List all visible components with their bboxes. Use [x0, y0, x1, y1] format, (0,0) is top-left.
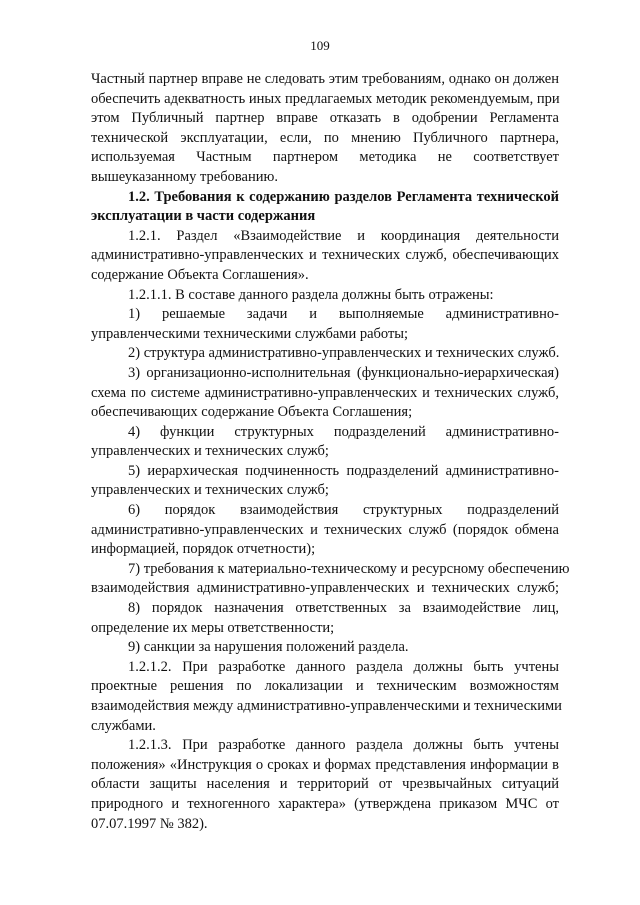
- text-line: 1.2.1. Раздел «Взаимодействие и координация деятельности: [128, 227, 559, 244]
- text-line: проектные решения по локализации и техническим возможностям: [91, 678, 559, 695]
- text-line: этом Публичный партнер вправе отказать в одобрении Регламента: [91, 110, 559, 127]
- page-number: 109: [310, 38, 330, 53]
- text-line: обеспечивающих содержание Объекта Соглашения;: [91, 404, 413, 421]
- text-line: службами.: [91, 717, 156, 734]
- text-line: обеспечить адекватность иных предлагаемых методик рекомендуемым, при: [91, 90, 560, 107]
- text-line: 5) иерархическая подчиненность подразделений административно-: [128, 462, 559, 479]
- text-line: 07.07.1997 № 382).: [91, 815, 208, 832]
- text-line: управленческих и технических служб;: [91, 482, 329, 499]
- text-line: 6) порядок взаимодействия структурных подразделений: [128, 502, 559, 519]
- text-line: 3) организационно-исполнительная (функционально-иерархическая): [128, 364, 559, 381]
- text-line: взаимодействия между административно-управленческими и техническими: [91, 698, 562, 714]
- text-line: схема по системе административно-управленческих и технических служб,: [91, 384, 559, 401]
- document-body: [91, 70, 570, 834]
- text-line: административно-управленческих и технических служб (порядок обмена: [91, 521, 559, 538]
- text-line: 1.2.1.3. При разработке данного раздела должны быть учтены: [128, 737, 559, 754]
- text-line: Частный партнер вправе не следовать этим требованиям, однако он должен: [91, 71, 559, 87]
- text-line: области защиты населения и территорий от чрезвычайных ситуаций: [91, 776, 559, 793]
- text-line: вышеуказанному требованию.: [91, 168, 278, 185]
- text-line: содержание Объекта Соглашения».: [91, 266, 309, 283]
- text-line: 8) порядок назначения ответственных за взаимодействие лиц,: [128, 600, 559, 617]
- text-line: управленческими техническими службами работы;: [91, 325, 409, 342]
- text-line: административно-управленческих и технических служб, обеспечивающих: [91, 247, 559, 264]
- text-line: 7) требования к материально-техническому и ресурсному обеспечению: [128, 560, 570, 577]
- text-line: эксплуатации в части содержания: [91, 208, 316, 225]
- text-line: 4) функции структурных подразделений административно-: [128, 423, 559, 440]
- text-line: 1.2.1.2. При разработке данного раздела должны быть учтены: [128, 658, 559, 675]
- text-line: 1.2.1.1. В составе данного раздела должны быть отражены:: [128, 286, 494, 303]
- text-line: взаимодействия административно-управленческих и технических служб;: [91, 580, 559, 597]
- text-line: информацией, порядок отчетности);: [91, 541, 316, 558]
- text-line: 1.2. Требования к содержанию разделов Регламента технической: [128, 188, 559, 205]
- text-line: 9) санкции за нарушения положений раздела.: [128, 639, 409, 656]
- text-line: положения» «Инструкция о сроках и формах представления информации в: [91, 756, 559, 773]
- text-line: используемая Частным партнером методика не соответствует: [91, 149, 559, 166]
- text-line: управленческих и технических служб;: [91, 443, 329, 460]
- text-line: природного и техногенного характера» (утверждена приказом МЧС от: [91, 795, 559, 812]
- text-line: определение их меры ответственности;: [91, 619, 335, 636]
- text-line: 1) решаемые задачи и выполняемые административно-: [128, 306, 559, 323]
- text-line: технической эксплуатации, если, по мнению Публичного партнера,: [91, 129, 559, 146]
- text-line: 2) структура административно-управленческих и технических служб.: [128, 345, 560, 362]
